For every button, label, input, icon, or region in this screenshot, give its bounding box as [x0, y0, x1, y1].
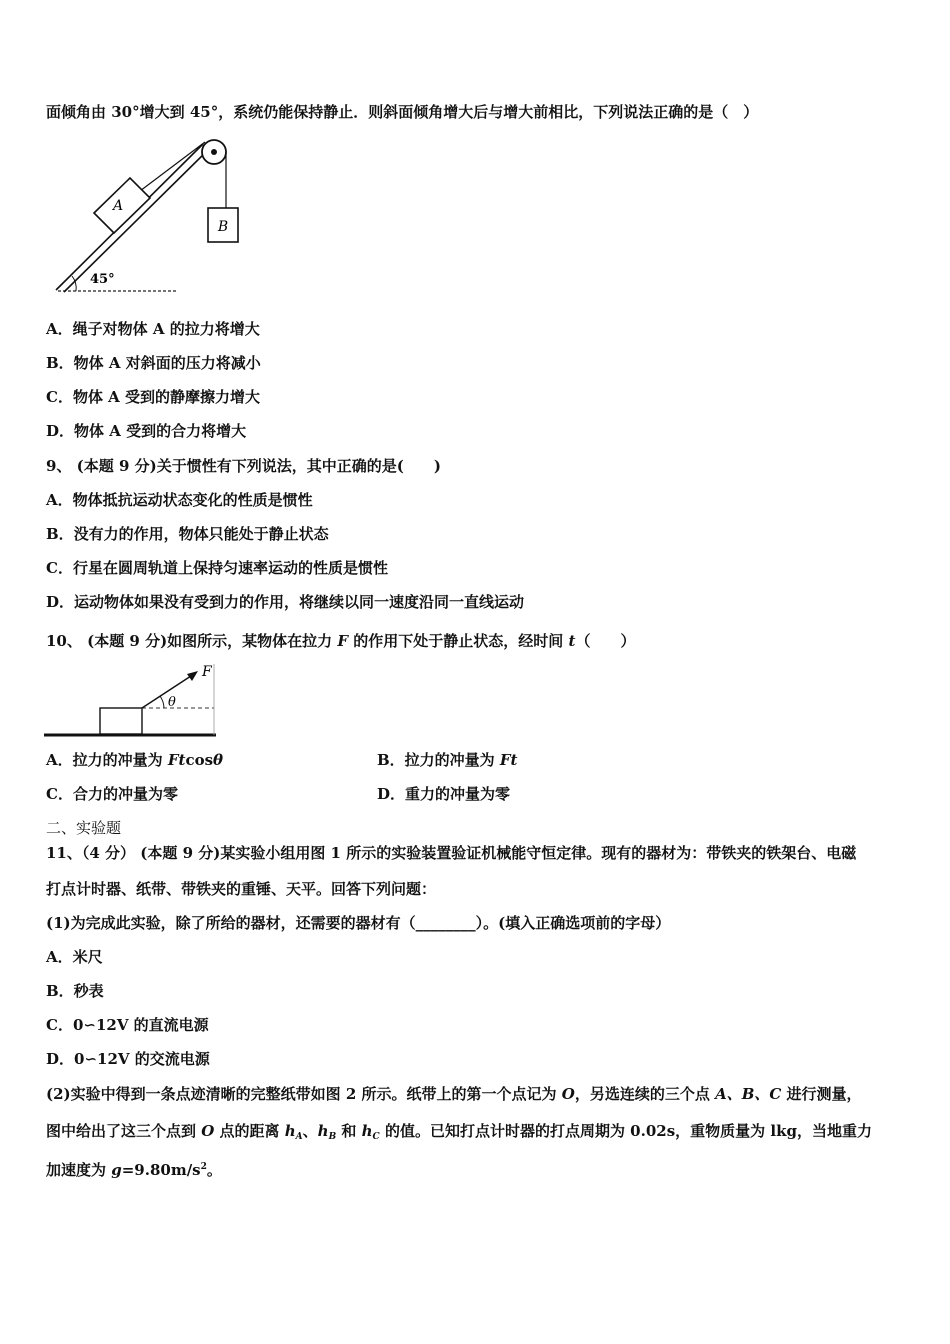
q10-stem: 10、 (本题 9 分)如图所示，某物体在拉力 F 的作用下处于静止状态，经时间 t（ ）: [46, 632, 636, 650]
q8-option-d: D．物体 A 受到的合力将增大: [46, 422, 247, 440]
q9-option-c: C．行星在圆周轨道上保持匀速率运动的性质是惯性: [46, 559, 388, 577]
q10-option-d: D．重力的冲量为零: [377, 785, 511, 803]
q9-option-d: D．运动物体如果没有受到力的作用，将继续以同一速度沿同一直线运动: [46, 593, 525, 611]
q11-option-c: C．0∽12V 的直流电源: [46, 1016, 209, 1034]
incline-pulley-figure: [50, 128, 250, 298]
q11-part1: (1)为完成此实验，除了所给的器材，还需要的器材有（________）。(填入正确选项前的字母）: [46, 914, 671, 932]
q8-option-c: C．物体 A 受到的静摩擦力增大: [46, 388, 261, 406]
q11-part2-line1: (2)实验中得到一条点迹清晰的完整纸带如图 2 所示。纸带上的第一个点记为 O，另选连续的三个点 A、B、C 进行测量，: [46, 1085, 862, 1103]
q9-stem: 9、 (本题 9 分)关于惯性有下列说法，其中正确的是( ): [46, 457, 441, 475]
angle-label: 45°: [90, 272, 115, 287]
q8-stem: 面倾角由 30°增大到 45°，系统仍能保持静止．则斜面倾角增大后与增大前相比，下列说法正确的是（ ）: [46, 103, 759, 121]
q9-option-b: B．没有力的作用，物体只能处于静止状态: [46, 525, 329, 543]
block-a-label: A: [112, 198, 124, 214]
q10-option-a: A．拉力的冲量为 Ftcosθ: [46, 751, 224, 769]
q11-stem-line2: 打点计时器、纸带、带铁夹的重锤、天平。回答下列问题：: [46, 880, 437, 898]
force-label: F: [202, 664, 212, 680]
q11-option-d: D．0∽12V 的交流电源: [46, 1050, 210, 1068]
q10-option-b: B．拉力的冲量为 Ft: [377, 751, 518, 769]
q11-part2-line2: 图中给出了这三个点到 O 点的距离 $h_A$、$h_B$ 和 $h_C$ 的值。已知打点计时器的打点周期为 0.02s，重物质量为 lkg，当地重力: [46, 1122, 872, 1142]
q11-part2-line3: 加速度为 $g=9.80m/s^2$。: [46, 1161, 222, 1179]
block-b-label: B: [217, 219, 229, 235]
q11-option-a: A．米尺: [46, 948, 103, 966]
q8-option-a: A．绳子对物体 A 的拉力将增大: [46, 320, 260, 338]
q8-option-b: B．物体 A 对斜面的压力将减小: [46, 354, 261, 372]
q10-option-c: C．合力的冲量为零: [46, 785, 178, 803]
q11-option-b: B．秒表: [46, 982, 104, 1000]
q11-stem-line1: 11、（4 分） (本题 9 分)某实验小组用图 1 所示的实验装置验证机械能守恒定律。现有的器材为：带铁夹的铁架台、电磁: [46, 844, 857, 862]
q9-option-a: A．物体抵抗运动状态变化的性质是惯性: [46, 491, 313, 509]
section-title: 二、实验题: [46, 819, 122, 837]
force-block-figure: [44, 660, 224, 740]
theta-label: θ: [168, 695, 176, 710]
